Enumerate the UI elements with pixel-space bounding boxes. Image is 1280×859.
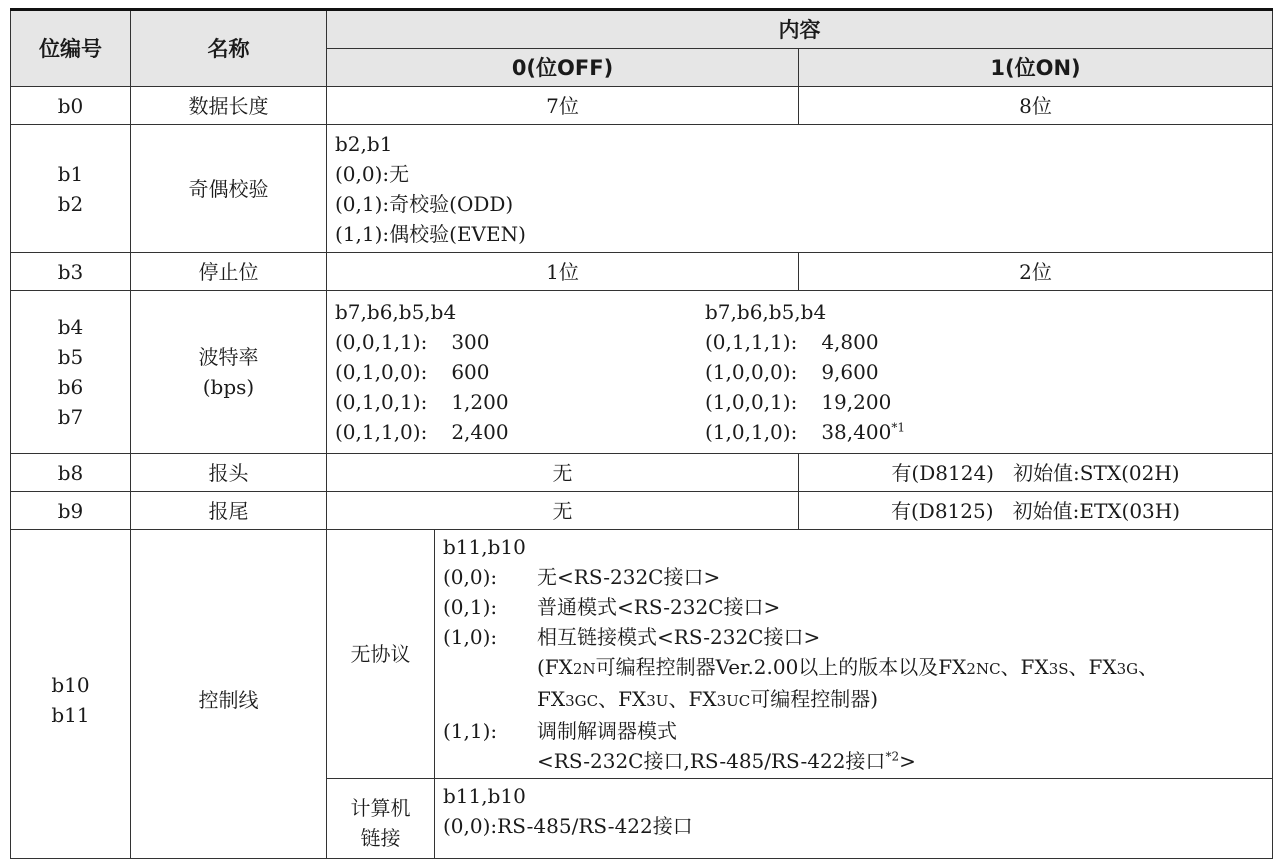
bit-settings-table [10,8,1273,859]
footnote-marker: *1 [891,420,905,435]
baud-option: (0,1,1,1): 4,800 [705,330,879,354]
table-row [11,492,1273,530]
table-row [11,291,1273,454]
table-header-row [11,10,1273,49]
parity-option: (0,0):无 [335,161,410,186]
baud-columns [335,297,1272,447]
control-header: b11,b10 [443,535,526,559]
bit-label: b4 [57,315,84,339]
control-option: (0,0): 无<RS-232C接口> [443,565,721,589]
control-option-note: <RS-232C接口,RS-485/RS-422接口$^{*2}$> [537,749,916,773]
footnote-marker: *2 [885,749,900,764]
control-option: (0,1): 普通模式<RS-232C接口> [443,595,781,619]
baud-option: (0,1,0,0): 600 [335,360,490,384]
bit-label: b1 [57,161,84,186]
parity-option: (1,1):偶校验(EVEN) [335,221,526,246]
parity-option: (0,1):奇校验(ODD) [335,191,514,216]
bit-label: b6 [57,375,84,399]
bit-label: b2 [57,191,84,216]
baud-option: (1,0,0,1): 19,200 [705,390,892,414]
table-row [11,530,1273,779]
off-value-cell: 7位 [327,87,799,125]
bit-cell [11,291,131,454]
header-bit-off: 0(位OFF) [327,49,799,87]
bit-label: b11 [51,703,90,727]
baud-header: b7,b6,b5,b4 [335,300,457,324]
table-row [11,454,1273,492]
bit-cell [11,125,131,253]
on-value-cell: 有(D8124) 初始值:STX(02H) [799,454,1273,492]
header-bit-no: 位编号 [11,10,131,87]
baud-option: (0,1,0,1): 1,200 [335,390,509,414]
baud-left-column [335,297,705,447]
bit-cell: b9 [11,492,131,530]
bit-cell: b0 [11,87,131,125]
bit-label: b5 [57,345,84,369]
control-option: (0,0):RS-485/RS-422接口 [443,814,693,838]
baud-options-cell [327,291,1273,454]
baud-option: (1,0,1,0): 38,400$^{*1}$ [705,420,905,444]
parity-header: b2,b1 [335,131,393,156]
header-bit-on: 1(位ON) [799,49,1273,87]
table-row [11,253,1273,291]
bit-label: b7 [57,405,84,429]
name-cell: 报尾 [131,492,327,530]
control-option-note: (FX2N可编程控制器Ver.2.00以上的版本以及FX2NC、FX3S、FX3G、 [537,655,1159,679]
computer-link-options-cell [435,779,1273,859]
computer-link-label: 计算机 链接 [327,779,435,859]
control-option: (1,1): 调制解调器模式 [443,719,677,743]
on-value-cell: 有(D8125) 初始值:ETX(03H) [799,492,1273,530]
header-name: 名称 [131,10,327,87]
off-value-cell: 无 [327,454,799,492]
name-cell: 报头 [131,454,327,492]
name-cell: 奇偶校验 [131,125,327,253]
on-value-cell: 8位 [799,87,1273,125]
bit-cell [11,530,131,859]
baud-right-column [705,297,1075,447]
baud-header: b7,b6,b5,b4 [705,300,827,324]
baud-option: (1,0,0,0): 9,600 [705,360,879,384]
no-protocol-label: 无协议 [327,530,435,779]
parity-options-cell [327,125,1273,253]
name-cell: 数据长度 [131,87,327,125]
baud-option: (0,0,1,1): 300 [335,330,490,354]
control-header: b11,b10 [443,784,526,808]
bit-cell: b3 [11,253,131,291]
name-cell: 停止位 [131,253,327,291]
bit-cell: b8 [11,454,131,492]
no-protocol-options-cell [435,530,1273,779]
table-row [11,125,1273,253]
off-value-cell: 1位 [327,253,799,291]
control-option: (1,0): 相互链接模式<RS-232C接口> [443,625,821,649]
table-row [11,87,1273,125]
control-option-note: FX3GC、FX3U、FX3UC可编程控制器) [537,687,879,711]
bit-label: b10 [51,673,90,697]
off-value-cell: 无 [327,492,799,530]
bit-settings-document [10,8,1272,850]
baud-name: 波特率 [198,345,259,369]
name-cell: 控制线 [131,530,327,859]
header-content: 内容 [327,10,1273,49]
name-cell [131,291,327,454]
baud-unit: (bps) [202,375,255,399]
baud-option: (0,1,1,0): 2,400 [335,420,509,444]
on-value-cell: 2位 [799,253,1273,291]
